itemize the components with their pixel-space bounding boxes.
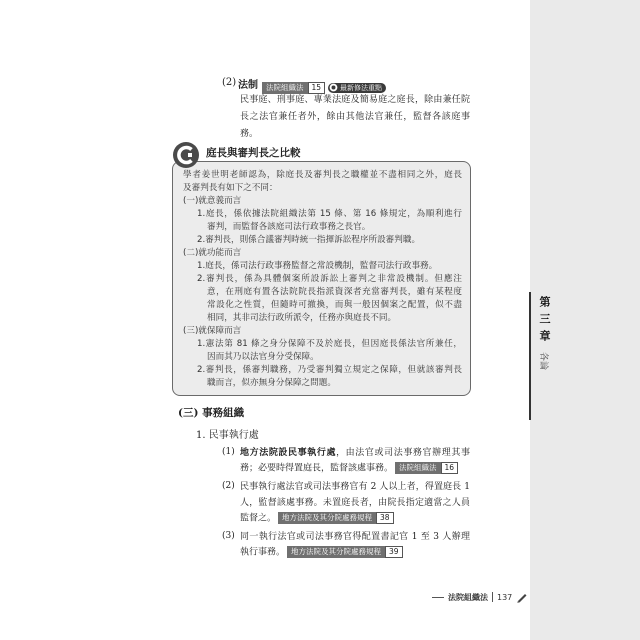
ref-article-num: 38 xyxy=(376,512,394,524)
pen-icon xyxy=(516,591,528,603)
item-1-text: ，由法官或司法事務官辦理其事 xyxy=(336,448,470,458)
footer-book-title: 法院組織法 xyxy=(448,592,488,602)
ref-article-num: 15 xyxy=(308,82,326,94)
box-line: 職而言，似亦無身分保障之問題。 xyxy=(207,378,336,388)
item-1-marker: (1) xyxy=(222,447,235,457)
box-line: (一)就意義而言 xyxy=(183,196,242,206)
section-2-marker: (2) xyxy=(222,77,237,88)
section-2-line-3: 務。 xyxy=(240,129,259,139)
footer-separator xyxy=(492,592,493,602)
box-line: 相同，其非司法行政所派令，任務亦與庭長不同。 xyxy=(207,313,397,323)
box-line: 1.憲法第 81 條之身分保障不及於庭長，但因庭長係法官所兼任， xyxy=(197,339,462,349)
ref-law-name: 法院組織法 xyxy=(262,82,308,94)
section-3-heading: (三) 事務組織 xyxy=(178,407,245,419)
box-line: (三)就保障而言 xyxy=(183,326,242,336)
item-3-marker: (3) xyxy=(222,531,235,541)
box-line: 1.庭長，係依據法院組織法第 15 條、第 16 條規定，為順利進行 xyxy=(197,209,462,219)
item-1-text: 務；必要時得置庭長，監督該處事務。 xyxy=(240,463,394,474)
item-2-text: 監督之。 xyxy=(240,513,277,524)
badge-label: 最新修法重點 xyxy=(340,83,382,92)
item-1-line-2 xyxy=(240,462,458,476)
section-2-line-1: 民事庭、刑事庭、專業法庭及簡易庭之庭長，除由兼任院 xyxy=(240,95,470,105)
page-footer xyxy=(432,591,528,603)
item-2-line-2: 人，監督該處事務。未置庭長者，由院長指定適當之人員 xyxy=(240,498,470,508)
item-3-line-1: 同一執行法官或司法事務官得配置書記官 1 至 3 人辦理 xyxy=(240,532,470,542)
ref-article-num: 16 xyxy=(441,462,459,474)
c-logo-icon xyxy=(172,141,200,169)
item-2-marker: (2) xyxy=(222,481,235,491)
ref-law-name: 地方法院及其分院處務規程 xyxy=(287,546,385,558)
page-number: 137 xyxy=(497,592,513,602)
box-line: (二)就功能而言 xyxy=(183,248,242,258)
box-line: 1.庭長，係司法行政事務監督之常設機制，監督司法行政事務。 xyxy=(197,261,438,271)
box-line: 常設化之性質，但隨時可撤換，而與一般因個案之配置，似不盡 xyxy=(207,300,462,310)
footer-rule xyxy=(432,597,444,598)
ref-article-num: 39 xyxy=(385,546,403,558)
box-line: 因而其乃以法官身分受保障。 xyxy=(207,352,319,362)
item-2-line-3 xyxy=(240,512,394,526)
item-2-line-1: 民事執行處法官或司法事務官有 2 人以上者，得置庭長 1 xyxy=(240,482,470,492)
box-line: 意，在刑庭有置各法院院長指派資深者充當審判長，雖有某程度 xyxy=(207,287,462,297)
chapter-tab-rule xyxy=(529,292,531,420)
box-line: 2.審判長，則係合議審判時統一指揮訴訟程序所設審判職。 xyxy=(197,235,421,245)
item-1-line-1 xyxy=(240,447,470,460)
box-line: 2.審判長，係審判職務，乃受審判獨立規定之保障，但就該審判長 xyxy=(197,365,462,375)
box-line: 學者姜世明老師認為，除庭長及審判長之職權並不盡相同之外，庭長 xyxy=(183,170,462,180)
box-line: 審判，而監督各該庭司法行政事務之長官。 xyxy=(207,222,371,232)
section-tab-label: 各論 xyxy=(538,352,548,371)
item-3-line-2 xyxy=(240,546,403,560)
chapter-tab[interactable]: 第三章 xyxy=(538,296,551,347)
star-seal-icon xyxy=(329,83,338,92)
section-2-line-2: 長之法官兼任者外，餘由其他法官兼任，監督各該庭事 xyxy=(240,112,470,122)
box-line: 2.審判長，係為具體個案所設訴訟上審判之非常設機制。但應注 xyxy=(197,274,462,284)
ref-law-name: 地方法院及其分院處務規程 xyxy=(278,512,376,524)
ref-law-name: 法院組織法 xyxy=(395,462,441,474)
item-3-text: 執行事務。 xyxy=(240,547,286,558)
section-3-subheading: 1. 民事執行處 xyxy=(196,430,259,441)
item-1-bold: 地方法院設民事執行處 xyxy=(240,448,337,458)
section-2-title: 法制 xyxy=(238,80,258,91)
box-line: 及審判長有如下之不同： xyxy=(183,183,278,193)
comparison-box-title: 庭長與審判長之比較 xyxy=(206,147,301,159)
